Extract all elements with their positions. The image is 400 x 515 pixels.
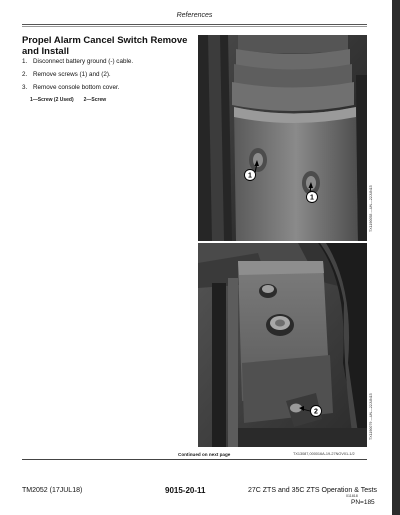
document-reference-code: TX13087,000016A-19-27NOV01-1/2 [293,452,355,456]
step-item [22,71,192,79]
step-text: Remove console bottom cover. [33,84,120,91]
procedure-steps [22,58,192,97]
step-item [22,58,192,66]
console-bottom-illustration [198,243,367,447]
callout-2-label: 2 [314,408,318,416]
header-divider-secondary [22,26,367,27]
step-number: 1. [22,58,28,65]
header-divider [22,24,367,25]
procedure-title: Propel Alarm Cancel Switch Remove and Install [22,35,188,57]
callout-1b-label: 1 [310,194,314,202]
page-number: PN=185 [351,499,375,506]
step-item [22,84,192,92]
step-number: 2. [22,71,28,78]
continued-notice: Continued on next page [178,452,231,457]
console-bottom-photo [198,243,367,447]
callout-1a-label: 1 [248,172,252,180]
section-header: References [176,12,213,19]
continuation-divider [22,459,367,460]
step-text: Disconnect battery ground (-) cable. [33,58,134,65]
footer-date-code: 011818 [346,494,358,498]
step-text: Remove screws (1) and (2). [33,71,111,78]
legend-item-screw-2: 2—Screw [83,97,107,103]
figure-id-bottom: TX1190079 —UN—22JUN15 [369,393,373,440]
figure-legend [30,97,190,103]
legend-item-screw-1: 1—Screw (2 Used) [30,97,74,103]
manual-id: TM2052 (17JUL18) [22,487,83,494]
console-cover-photo [198,35,367,241]
product-title: 27C ZTS and 35C ZTS Operation & Tests [248,487,378,494]
console-cover-illustration [198,35,367,241]
section-page-code: 9015-20-11 [165,486,206,495]
binding-edge [392,0,400,515]
figure-id-top: TX1190058 —UN—22JUN15 [369,185,373,232]
step-number: 3. [22,84,28,91]
